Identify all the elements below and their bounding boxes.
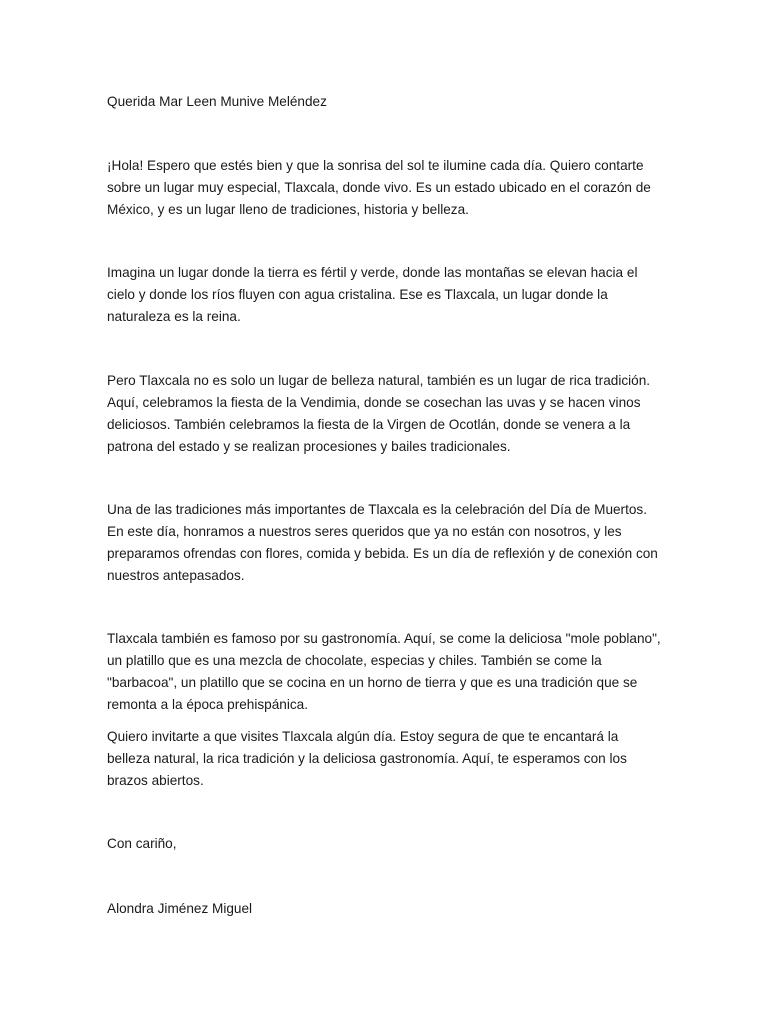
letter-salutation: Querida Mar Leen Munive Meléndez	[107, 94, 327, 109]
letter-paragraph-3: Pero Tlaxcala no es solo un lugar de belleza natural, también es un lugar de rica tradición. Aquí, celebramos la fiesta de la Vendimia, donde se cosechan las uvas y se hacen vinos deliciosos. También celebramos la fiesta de la Virgen de Ocotlán, donde se venera a la patrona del estado y se realizan procesiones y bailes tradicionales.	[107, 373, 651, 454]
letter-paragraph-2: Imagina un lugar donde la tierra es fértil y verde, donde las montañas se elevan hacia el cielo y donde los ríos fluyen con agua cristalina. Ese es Tlaxcala, un lugar donde la naturaleza es la reina.	[107, 265, 638, 324]
letter-signature: Alondra Jiménez Miguel	[107, 901, 253, 916]
letter-paragraph-6: Quiero invitarte a que visites Tlaxcala algún día. Estoy segura de que te encantará la belleza natural, la rica tradición y la deliciosa gastronomía. Aquí, te esperamos con los brazos abiertos.	[107, 729, 627, 788]
letter-paragraph-4: Una de las tradiciones más importantes de Tlaxcala es la celebración del Día de Muertos. En este día, honramos a nuestros seres queridos que ya no están con nosotros, y les preparamos ofrendas con flores, comida y bebida. Es un día de reflexión y de conexión con nuestros antepasados.	[107, 502, 658, 583]
letter-paragraph-1: ¡Hola! Espero que estés bien y que la sonrisa del sol te ilumine cada día. Quiero contarte sobre un lugar muy especial, Tlaxcala, donde vivo. Es un estado ubicado en el corazón de México, y es un lugar lleno de tradiciones, historia y belleza.	[107, 158, 651, 217]
letter-closing: Con cariño,	[107, 836, 177, 851]
letter-paragraph-5: Tlaxcala también es famoso por su gastronomía. Aquí, se come la deliciosa "mole poblano", un platillo que es una mezcla de chocolate, especias y chiles. También se come la "barbacoa", un platillo que se cocina en un horno de tierra y que es una tradición que se remonta a la época prehispánica.	[107, 631, 661, 712]
